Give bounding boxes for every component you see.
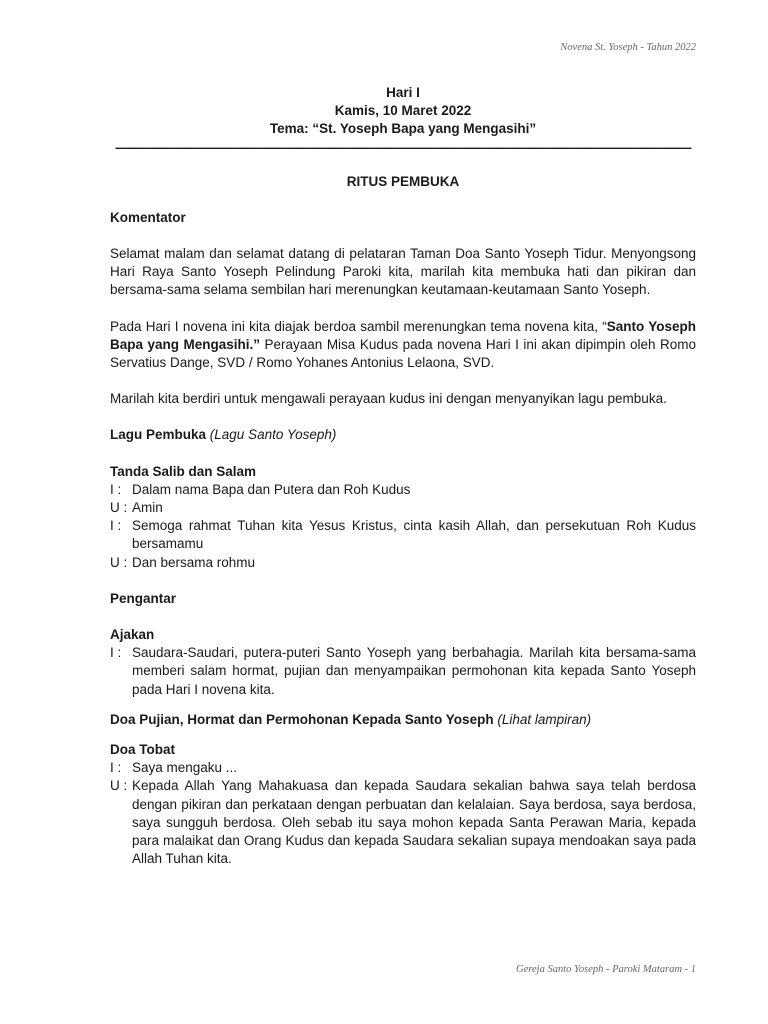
tobat-line [110,777,696,868]
lagu-heading: Lagu Pembuka [110,427,207,443]
running-footer: Gereja Santo Yoseph - Paroki Mataram - 1 [516,964,696,975]
speaker: U : [110,778,128,794]
tobat-line [110,759,696,777]
speaker: I : [110,760,122,776]
day-title: Hari I [386,85,420,100]
speaker: U : [110,500,128,516]
speaker: I : [110,645,122,661]
line-text: Dan bersama rohmu [132,554,256,570]
speaker: U : [110,554,128,570]
line-text: Amin [132,500,163,516]
pengantar-heading: Pengantar [110,590,177,606]
document-body [110,84,696,869]
theme-title: Tema: “St. Yoseph Bapa yang Mengasihi” [269,121,537,137]
line-text: Saudara-Saudari, putera-puteri Santo Yoseph yang berbahagia. Marilah kita bersama-sama memberi salam hormat, pujian dan menyampaikan permohonan kita kepada Santo Yoseph pada Hari I novena kita. [132,645,696,697]
salam-line [110,554,696,572]
p2-text-c: Perayaan Misa Kudus pada novena Hari I ini akan dipimpin oleh Romo Servatius Dange, SVD / Romo Yohanes Antonius Lelaona, SVD. [110,336,696,371]
line-text: Saya mengaku ... [132,760,238,776]
komentator-paragraph-2 [110,318,696,373]
ajakan-heading: Ajakan [110,627,155,643]
line-text: Kepada Allah Yang Mahakuasa dan kepada Saudara sekalian bahwa saya telah berdosa dengan pikiran dan perkataan dengan perbuatan dan kelalaian. Saya berdosa, saya berdosa, saya sungguh berdosa. Oleh sebab itu saya mohon kepada Santa Perawan Maria, kepada para malaikat dan Orang Kudus dan kepada Saudara sekalian supaya mendoakan saya pada Allah Tuhan kita. [132,778,696,867]
salam-heading: Tanda Salib dan Salam [110,463,257,479]
p2-text-a: Pada Hari I novena ini kita diajak berdoa sambil merenungkan tema novena kita, “ [110,318,607,334]
doa-pujian-note: (Lihat lampiran) [493,711,592,727]
ajakan-line [110,644,696,699]
running-header: Novena St. Yoseph - Tahun 2022 [560,42,696,53]
komentator-paragraph-1: Selamat malam dan selamat datang di pelataran Taman Doa Santo Yoseph Tidur. Menyongsong Hari Raya Santo Yoseph Pelindung Paroki kita, marilah kita membuka hati dan pikiran dan bersama-sama selama sembilan hari merenungkan keutamaan-keutamaan Santo Yoseph. [110,246,696,298]
lagu-note: (Lagu Santo Yoseph) [206,427,337,443]
salam-line [110,499,696,517]
tobat-heading: Doa Tobat [110,742,175,758]
salam-line [110,517,696,553]
separator-rule: —————————————————————————————————————————————— [115,140,691,155]
komentator-paragraph-3: Marilah kita berdiri untuk mengawali perayaan kudus ini dengan menyanyikan lagu pembuka. [110,391,667,407]
komentator-heading: Komentator [110,209,186,225]
section-title: RITUS PEMBUKA [346,173,460,189]
lagu-pembuka [110,426,696,444]
line-text: Semoga rahmat Tuhan kita Yesus Kristus, cinta kasih Allah, dan persekutuan Roh Kudus bersamamu [132,518,696,552]
speaker: I : [110,481,122,497]
p2-theme-bold: Santo Yoseph Bapa yang Mengasihi.” [110,318,696,352]
speaker: I : [110,518,122,534]
line-text: Dalam nama Bapa dan Putera dan Roh Kudus [132,481,411,497]
doa-pujian [110,711,696,729]
date-title: Kamis, 10 Maret 2022 [334,103,472,119]
salam-line [110,481,696,499]
doa-pujian-heading: Doa Pujian, Hormat dan Permohonan Kepada Santo Yoseph [110,711,494,727]
